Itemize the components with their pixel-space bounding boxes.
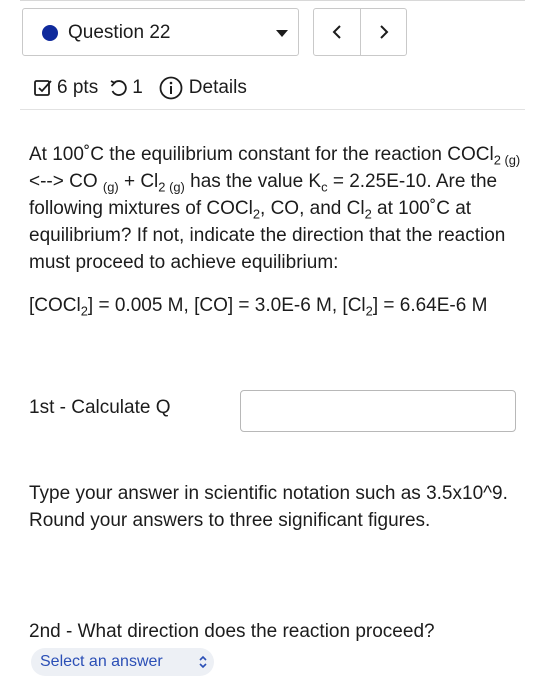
- caret-down-icon: [276, 30, 288, 37]
- question-meta: [33, 74, 247, 102]
- concentrations-line: [COCl$_2$] = 0.005 M, [CO] = 3.0E-6 M, $[Cl_2] = 6.64E-6$ M: [29, 295, 488, 319]
- info-icon[interactable]: [159, 76, 183, 100]
- attempts-count: 1: [132, 77, 143, 98]
- details-link[interactable]: Details: [188, 77, 247, 98]
- select-chevron-icon: [198, 655, 208, 669]
- question-nav: [313, 8, 407, 56]
- instructions-text: Type your answer in scientific notation such as 3.5x10^9. Round your answers to three significant figures.: [29, 483, 508, 531]
- question-selector[interactable]: [22, 8, 299, 56]
- header-divider: [20, 109, 525, 110]
- top-divider: [20, 0, 525, 1]
- part1-label: 1st - Calculate Q: [29, 397, 171, 418]
- chevron-left-icon: [332, 24, 342, 40]
- direction-select[interactable]: [31, 648, 214, 676]
- checkbox-check-icon: [33, 78, 53, 98]
- q-answer-input[interactable]: [240, 390, 516, 432]
- previous-question-button[interactable]: [314, 9, 360, 55]
- points-text: 6 pts: [57, 77, 99, 98]
- select-value: Select an answer: [40, 653, 163, 670]
- chevron-right-icon: [379, 24, 389, 40]
- part2-label: 2nd - What direction does the reaction proceed?: [29, 621, 435, 642]
- question-label: Question 22: [68, 22, 171, 43]
- problem-statement: At 100˚C the equilibrium constant for the reaction COCl$_2$ $_{(g)}$ <--> CO $_{(g)} + Cl_2$ $_{(g)}$ has the value $K_c = 2.25E-10$. Are the following mixtures of COCl$_2$, CO, and $Cl_2$ at 100˚C at equilibrium? If not, indicate the direction that the reaction must proceed to achieve equilibrium:: [29, 144, 521, 273]
- next-question-button[interactable]: [361, 9, 407, 55]
- status-dot-icon: [42, 25, 58, 41]
- retry-icon: [108, 78, 128, 98]
